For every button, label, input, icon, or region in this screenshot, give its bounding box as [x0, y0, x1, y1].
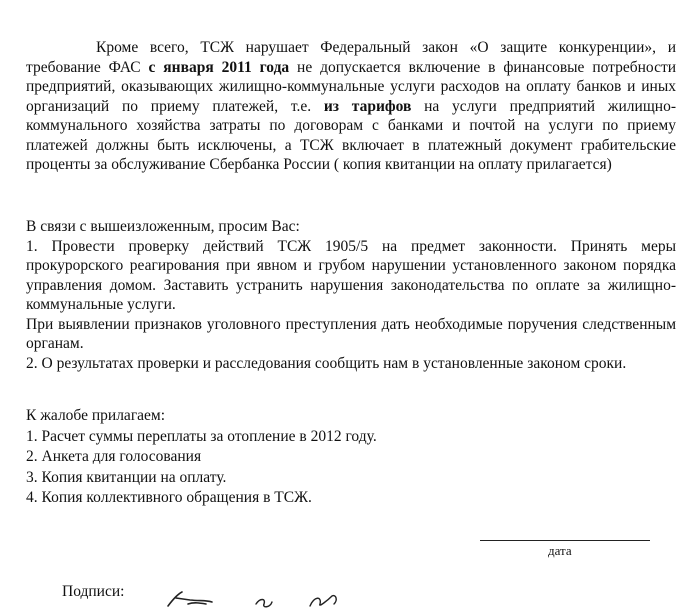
handwritten-signature — [160, 588, 380, 610]
complaint-paragraph — [26, 38, 676, 175]
date-signature-line — [480, 540, 650, 541]
request-intro: В связи с вышеизложенным, просим Вас: — [26, 218, 300, 235]
attachment-item: 2. Анкета для голосования — [26, 448, 202, 465]
request-item-1: 1. Провести проверку действий ТСЖ 1905/5 на предмет законности. Принять меры прокурорского реагирования при явном и грубом нарушении установленного законом порядка управления домом. Заставить устранить нарушения законодательства по оплате за жилищно-коммунальные услуги. — [26, 237, 676, 313]
request-item-1-continued: При выявлении признаков уголовного преступления дать необходимые поручения следственным органам. — [26, 315, 676, 352]
attachment-item: 1. Расчет суммы переплаты за отопление в 2012 году. — [26, 427, 377, 445]
attachments-section — [26, 406, 676, 509]
date-label: дата — [548, 543, 572, 558]
request-item-2: 2. О результатах проверки и расследования сообщить нам в установленные законом сроки. — [26, 354, 627, 372]
paragraph-text-3: на услуги предприятий жилищно-коммунального хозяйства затраты по договорам с банками и почтой на услуги по приему платежей должны быть исключены, а ТСЖ включает в платежный документ грабительские проценты за обслуживание Сбербанка России ( копия квитанции на оплату прилагается) — [26, 97, 676, 173]
paragraph-bold-date: с января 2011 года — [148, 58, 290, 76]
attachment-item: 4. Копия коллективного обращения в ТСЖ. — [26, 489, 312, 506]
paragraph-bold-tariffs: из тарифов — [323, 97, 412, 115]
attachment-item: 3. Копия квитанции на оплату. — [26, 468, 227, 486]
attachments-intro: К жалобе прилагаем: — [26, 407, 166, 424]
request-section — [26, 217, 676, 373]
signatures-label: Подписи: — [62, 583, 125, 600]
paragraph-text-2: не допускается включение в финансовые потребности предприятий, оказывающих жилищно-коммунальные услуги расходов на оплату банков и иных организаций по приему платежей, т.е. — [26, 58, 677, 115]
paragraph-text-1: Кроме всего, ТСЖ нарушает Федеральный закон «О защите конкуренции», и требование ФАС — [26, 39, 676, 76]
